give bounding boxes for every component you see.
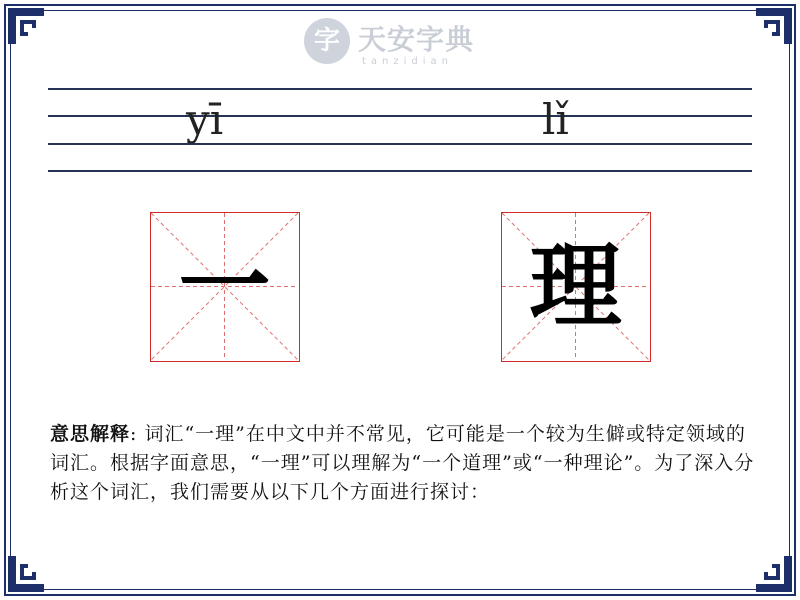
logo-mark-glyph: 字: [313, 26, 340, 56]
staff-line: [48, 115, 752, 117]
corner-ornament-icon: [754, 554, 794, 594]
staff-line: [48, 88, 752, 90]
character-first: 一: [178, 233, 271, 340]
meaning-label: 意思解释: [50, 423, 131, 445]
logo-mark-icon: [304, 18, 350, 64]
corner-ornament-icon: [754, 6, 794, 46]
character-second: 理: [529, 233, 622, 340]
logo-title: 天安字典: [358, 23, 475, 56]
character-grid-first: [150, 212, 300, 362]
corner-ornament-icon: [6, 6, 46, 46]
logo-subtitle: tanzidian: [362, 56, 454, 67]
staff-line: [48, 143, 752, 145]
character-grid-second: [501, 212, 651, 362]
corner-ornament-icon: [6, 554, 46, 594]
pinyin-second: lǐ: [542, 95, 569, 144]
meaning-explanation: [50, 420, 755, 507]
staff-line: [48, 170, 752, 172]
meaning-text: : 词汇“一理”在中文中并不常见，它可能是一个较为生僻或特定领域的词汇。根据字面意思，“一理”可以理解为“一个道理”或“一种理论”。为了深入分析这个词汇，我们需要从以下几个方面进行探讨：: [50, 423, 755, 503]
site-logo: [300, 14, 500, 72]
pinyin-first: yī: [186, 95, 224, 144]
